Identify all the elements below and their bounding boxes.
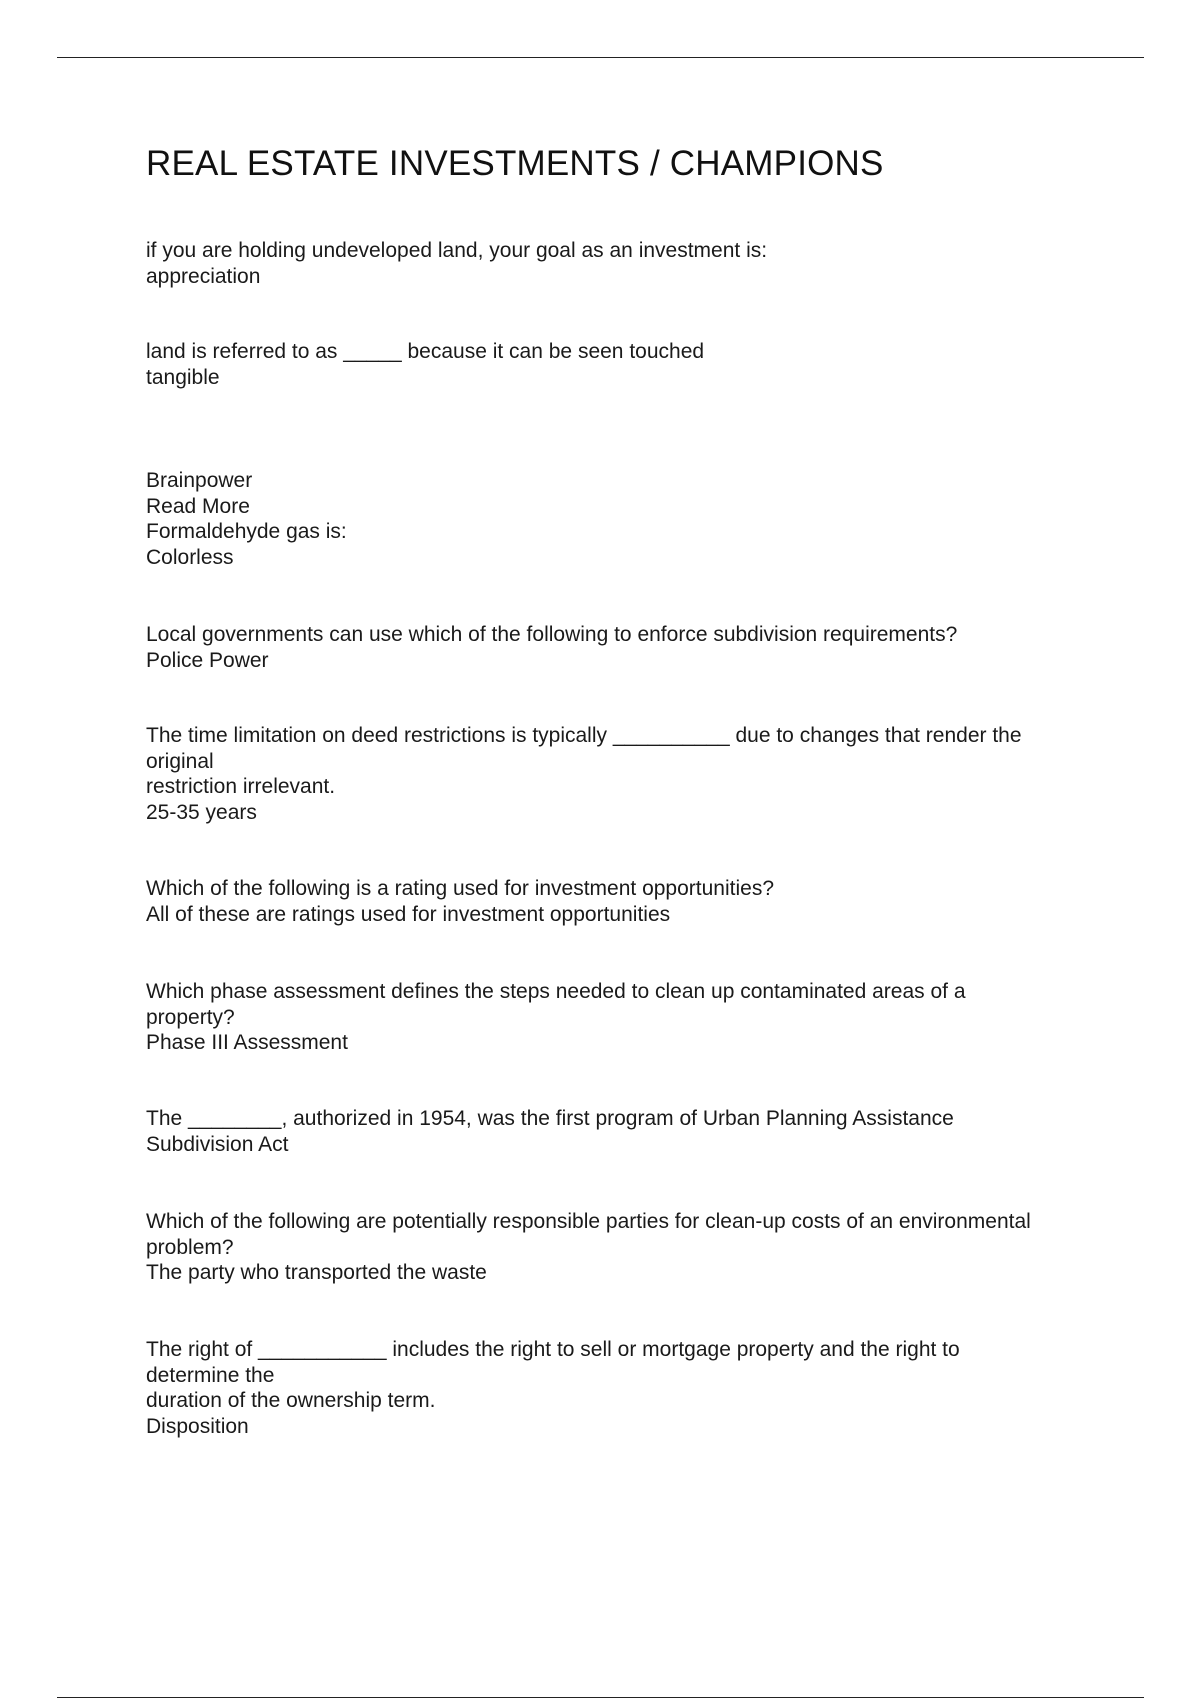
answer: All of these are ratings used for investment opportunities (146, 902, 671, 926)
question-line: original (146, 749, 214, 773)
page-title: REAL ESTATE INVESTMENTS / CHAMPIONS (146, 144, 884, 183)
bottom-rule (57, 1697, 1144, 1698)
qa-item-8 (146, 1106, 1086, 1157)
answer: The party who transported the waste (146, 1261, 487, 1284)
qa-item-5 (146, 723, 1086, 825)
top-rule (57, 57, 1144, 58)
question-line: land is referred to as _____ because it can be seen touched (146, 340, 705, 363)
question-line: Formaldehyde gas is: (146, 520, 347, 543)
answer: 25-35 years (146, 800, 257, 824)
qa-item-2 (146, 339, 1086, 390)
qa-item-3 (146, 468, 1086, 570)
question-line: duration of the ownership term. (146, 1389, 436, 1412)
qa-item-9 (146, 1209, 1086, 1286)
qa-item-10 (146, 1337, 1086, 1439)
question-line: problem? (146, 1235, 234, 1259)
answer: Phase III Assessment (146, 1031, 348, 1054)
qa-item-6 (146, 876, 1086, 927)
answer: Disposition (146, 1414, 249, 1438)
question-line: property? (146, 1005, 235, 1029)
question-line: Local governments can use which of the following to enforce subdivision requirements? (146, 623, 958, 646)
question-line: determine the (146, 1363, 275, 1387)
answer: appreciation (146, 264, 261, 288)
question-line: Which phase assessment defines the steps needed to clean up contaminated areas of a (146, 980, 966, 1003)
question-line: The time limitation on deed restrictions is typically __________ due to changes that render the (146, 724, 1022, 747)
question-line: if you are holding undeveloped land, your goal as an investment is: (146, 239, 768, 262)
question-line: restriction irrelevant. (146, 775, 336, 798)
question-line: Brainpower (146, 469, 253, 492)
answer: tangible (146, 365, 220, 389)
answer: Subdivision Act (146, 1132, 289, 1156)
qa-item-1 (146, 238, 1086, 289)
qa-item-4 (146, 622, 1086, 673)
question-line: The right of ___________ includes the right to sell or mortgage property and the right to (146, 1338, 960, 1361)
qa-item-7 (146, 979, 1086, 1056)
answer: Police Power (146, 648, 269, 672)
question-line: Which of the following is a rating used for investment opportunities? (146, 877, 775, 900)
question-line: Read More (146, 494, 250, 518)
answer: Colorless (146, 545, 234, 569)
question-line: The ________, authorized in 1954, was the first program of Urban Planning Assistance (146, 1107, 954, 1130)
question-line: Which of the following are potentially responsible parties for clean-up costs of an environmental (146, 1210, 1031, 1233)
